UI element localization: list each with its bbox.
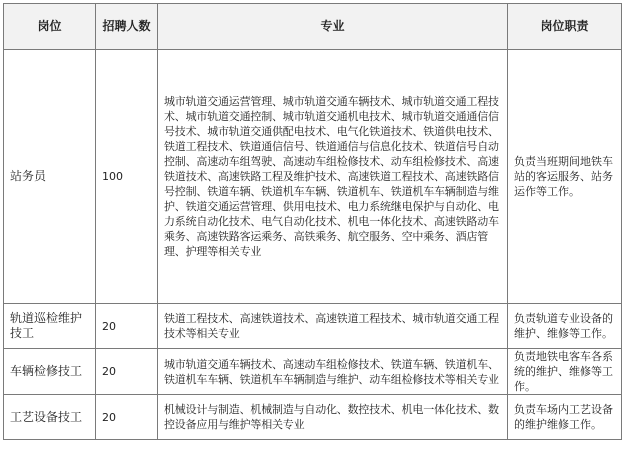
table-row — [4, 50, 622, 304]
duty-cell: 负责地铁电客车各系统的维护、维修等工作。 — [508, 349, 622, 395]
position-cell: 工艺设备技工 — [4, 395, 96, 440]
duty-cell: 负责当班期间地铁车站的客运服务、站务运作等工作。 — [508, 50, 622, 304]
count-cell: 20 — [96, 395, 158, 440]
major-cell: 城市轨道交通车辆技术、高速动车组检修技术、铁道车辆、铁道机车、铁道机车车辆、铁道机车车辆制造与维护、动车组检修技术等相关专业 — [158, 349, 508, 395]
table-row — [4, 349, 622, 395]
header-major: 专业 — [158, 4, 508, 50]
count-cell: 100 — [96, 50, 158, 304]
duty-cell: 负责轨道专业设备的维护、维修等工作。 — [508, 304, 622, 349]
header-duty: 岗位职责 — [508, 4, 622, 50]
header-count: 招聘人数 — [96, 4, 158, 50]
table-row — [4, 304, 622, 349]
position-cell: 站务员 — [4, 50, 96, 304]
major-cell: 城市轨道交通运营管理、城市轨道交通车辆技术、城市轨道交通工程技术、城市轨道交通控制、城市轨道交通机电技术、城市轨道交通通信信号技术、城市轨道交通供配电技术、电气化铁道技术、铁道供电技术、铁道工程技术、铁道通信信号、铁道通信与信息化技术、铁道信号自动控制、高速动车组驾驶、高速动车组检修技术、动车组检修技术、高速铁道技术、高速铁路工程及维护技术、高速铁道工程技术、高速铁路信号控制、铁道车辆、铁道机车车辆、铁道机车、铁道机车车辆制造与维护、铁道交通运营管理、供用电技术、电力系统继电保护与自动化、电力系统自动化技术、电气自动化技术、机电一体化技术、高速铁路动车乘务、高速铁路客运乘务、高铁乘务、航空服务、空中乘务、酒店管理、护理等相关专业 — [158, 50, 508, 304]
duty-cell: 负责车场内工艺设备的维护维修工作。 — [508, 395, 622, 440]
major-cell: 铁道工程技术、高速铁道技术、高速铁道工程技术、城市轨道交通工程技术等相关专业 — [158, 304, 508, 349]
count-cell: 20 — [96, 304, 158, 349]
table-row — [4, 395, 622, 440]
header-position: 岗位 — [4, 4, 96, 50]
header-row — [4, 4, 622, 50]
count-cell: 20 — [96, 349, 158, 395]
position-cell: 车辆检修技工 — [4, 349, 96, 395]
major-cell: 机械设计与制造、机械制造与自动化、数控技术、机电一体化技术、数控设备应用与维护等相关专业 — [158, 395, 508, 440]
position-cell: 轨道巡检维护技工 — [4, 304, 96, 349]
recruitment-table — [3, 3, 622, 440]
